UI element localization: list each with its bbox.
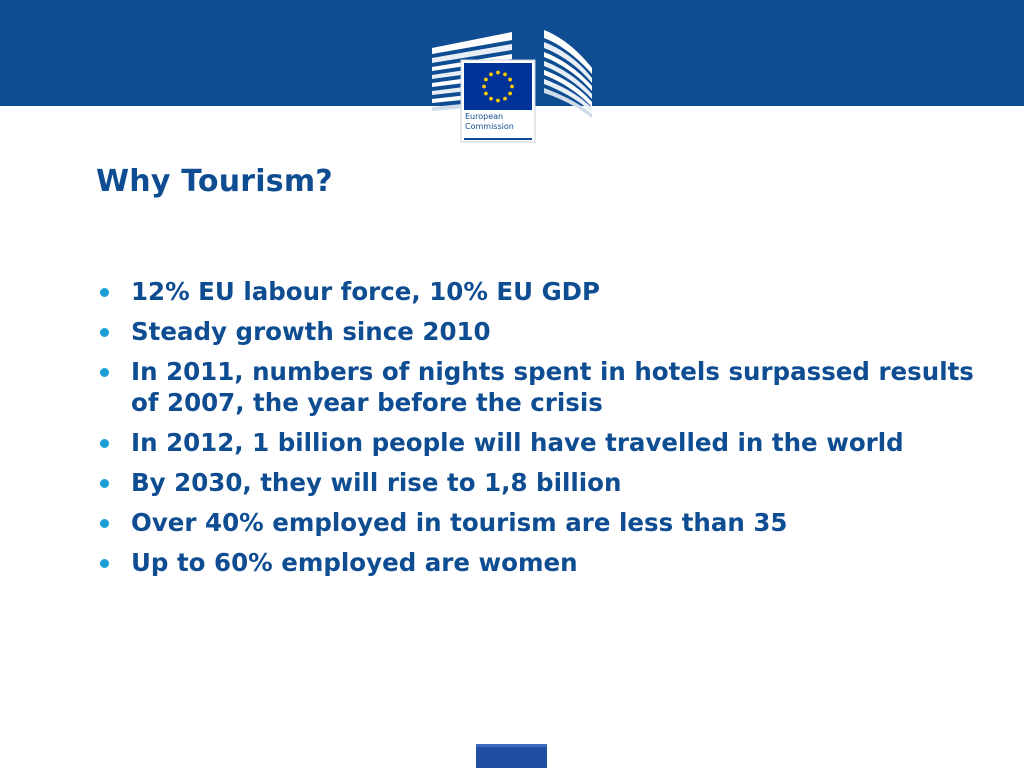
bullet-item xyxy=(100,276,980,307)
bullet-item xyxy=(100,507,980,538)
bullet-list xyxy=(100,276,980,587)
bullet-text: By 2030, they will rise to 1,8 billion xyxy=(131,468,622,497)
bullet-text: In 2011, numbers of nights spent in hotels surpassed results of 2007, the year before the crisis xyxy=(131,357,974,417)
bullet-item xyxy=(100,356,980,418)
logo-wordmark xyxy=(465,112,533,132)
bullet-text: Steady growth since 2010 xyxy=(131,317,491,346)
bullet-dot-icon xyxy=(100,288,109,297)
bullet-dot-icon xyxy=(100,479,109,488)
bullet-dot-icon xyxy=(100,368,109,377)
logo-text-line1: European xyxy=(465,112,504,121)
bullet-dot-icon xyxy=(100,439,109,448)
bullet-item xyxy=(100,427,980,458)
footer-flag-tab xyxy=(476,744,547,768)
bullet-dot-icon xyxy=(100,519,109,528)
bullet-item xyxy=(100,467,980,498)
bullet-text: In 2012, 1 billion people will have travelled in the world xyxy=(131,428,904,457)
bullet-dot-icon xyxy=(100,328,109,337)
bullet-text: Over 40% employed in tourism are less than 35 xyxy=(131,508,788,537)
bullet-item xyxy=(100,316,980,347)
bullet-text: Up to 60% employed are women xyxy=(131,548,578,577)
eu-flag xyxy=(464,63,532,110)
building-right-graphic xyxy=(544,30,592,118)
bullet-dot-icon xyxy=(100,559,109,568)
slide-title: Why Tourism? xyxy=(96,164,333,199)
bullet-item xyxy=(100,547,980,578)
logo-text-line2: Commission xyxy=(465,122,514,131)
bullet-text: 12% EU labour force, 10% EU GDP xyxy=(131,277,600,306)
